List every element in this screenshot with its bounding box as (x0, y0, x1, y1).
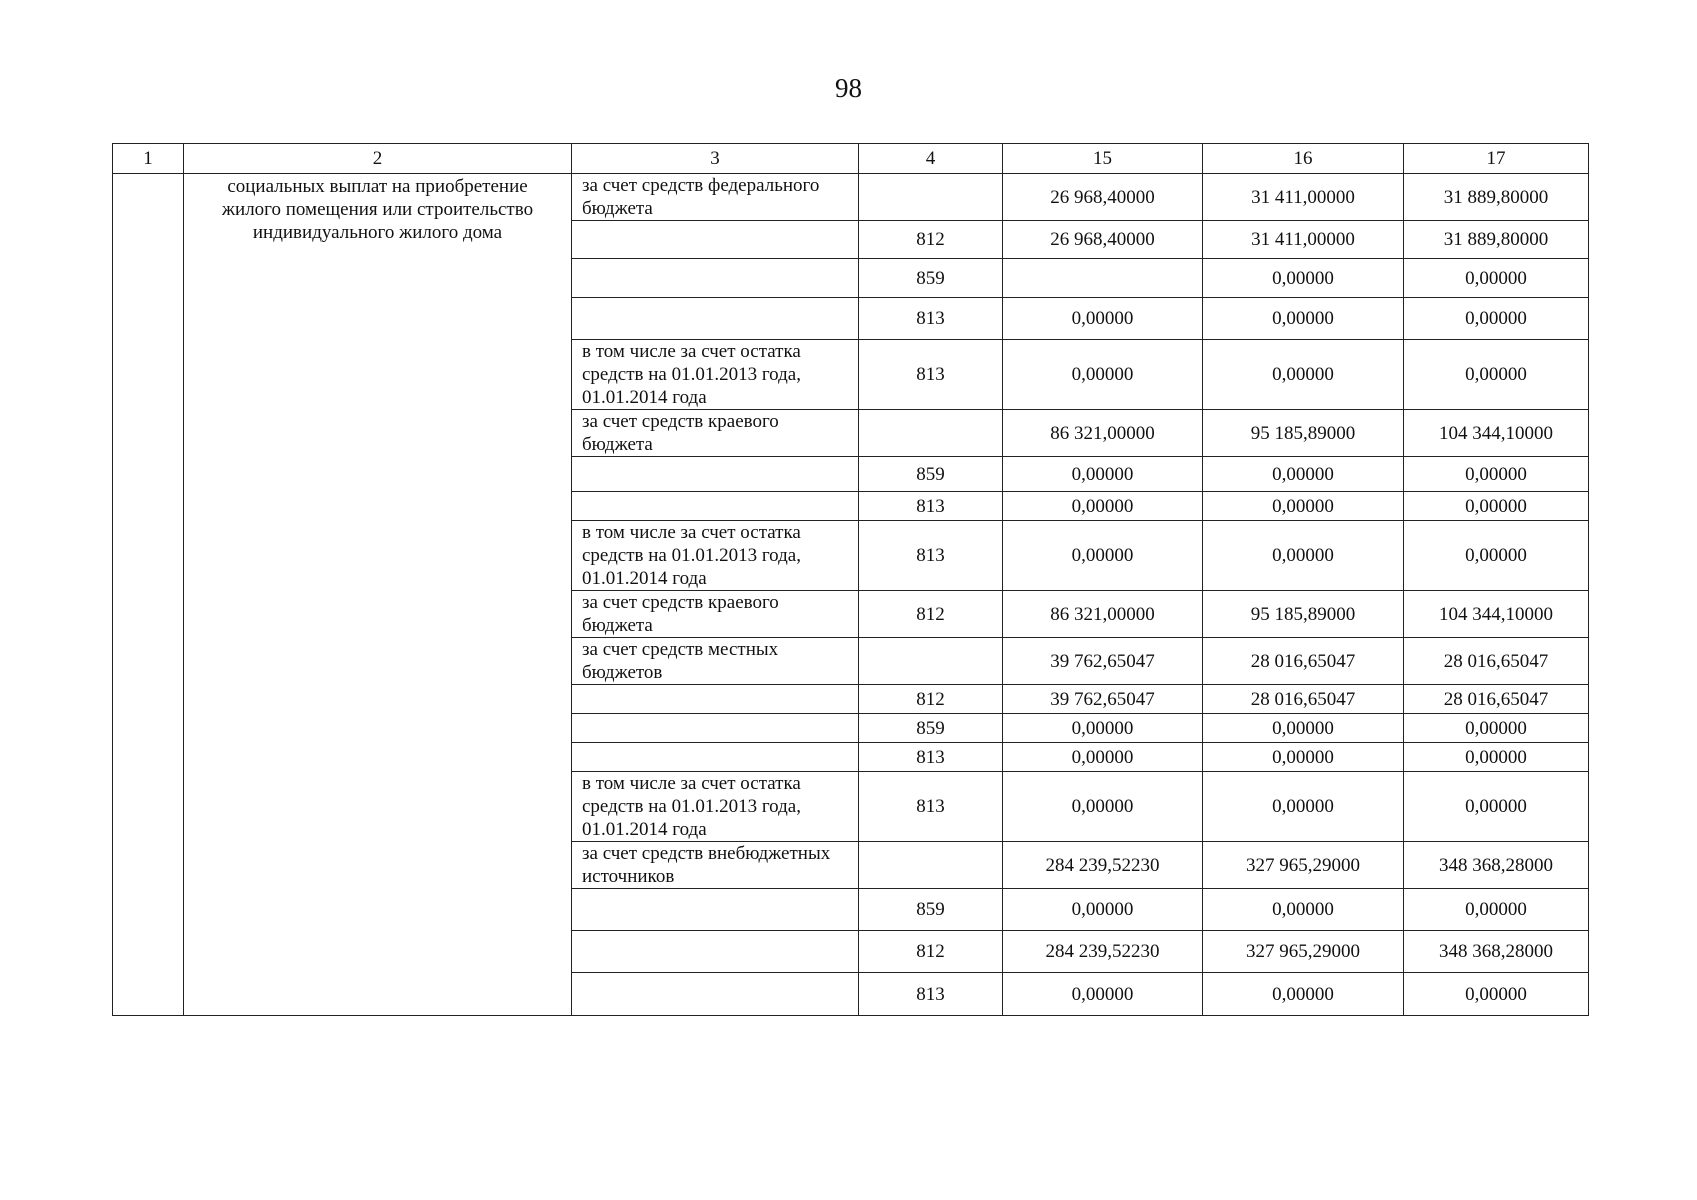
value-col-17-cell: 348 368,28000 (1404, 842, 1589, 889)
budget-table (112, 143, 1589, 1016)
funding-source-cell (572, 889, 859, 931)
value-col-17-cell: 0,00000 (1404, 521, 1589, 591)
header-cell-col-4: 4 (859, 144, 1003, 174)
funding-source-cell: за счет средств внебюджетных источников (572, 842, 859, 889)
code-cell: 812 (859, 591, 1003, 638)
value-col-16-cell: 0,00000 (1203, 743, 1404, 772)
value-col-16-cell: 28 016,65047 (1203, 685, 1404, 714)
code-cell: 859 (859, 457, 1003, 492)
funding-source-cell (572, 298, 859, 340)
code-cell: 812 (859, 221, 1003, 259)
code-cell: 813 (859, 743, 1003, 772)
header-cell-col-3: 3 (572, 144, 859, 174)
description-cell: социальных выплат на приобретение жилого помещения или строительство индивидуального жилого дома (184, 174, 572, 1016)
code-cell: 812 (859, 685, 1003, 714)
funding-source-cell: в том числе за счет остатка средств на 01.01.2013 года, 01.01.2014 года (572, 521, 859, 591)
value-col-15-cell: 0,00000 (1003, 340, 1203, 410)
value-col-16-cell: 0,00000 (1203, 772, 1404, 842)
funding-source-cell (572, 492, 859, 521)
header-cell-col-16: 16 (1203, 144, 1404, 174)
value-col-17-cell: 0,00000 (1404, 743, 1589, 772)
value-col-16-cell: 0,00000 (1203, 259, 1404, 298)
header-cell-col-15: 15 (1003, 144, 1203, 174)
value-col-16-cell: 31 411,00000 (1203, 174, 1404, 221)
value-col-15-cell (1003, 259, 1203, 298)
value-col-17-cell: 0,00000 (1404, 492, 1589, 521)
value-col-17-cell: 28 016,65047 (1404, 638, 1589, 685)
value-col-15-cell: 0,00000 (1003, 521, 1203, 591)
value-col-15-cell: 0,00000 (1003, 492, 1203, 521)
code-cell: 813 (859, 521, 1003, 591)
value-col-17-cell: 348 368,28000 (1404, 931, 1589, 973)
value-col-17-cell: 0,00000 (1404, 298, 1589, 340)
code-cell (859, 638, 1003, 685)
page-number: 98 (835, 73, 862, 103)
code-cell: 813 (859, 772, 1003, 842)
header-cell-col-2: 2 (184, 144, 572, 174)
value-col-15-cell: 284 239,52230 (1003, 842, 1203, 889)
value-col-16-cell: 0,00000 (1203, 457, 1404, 492)
funding-source-cell (572, 714, 859, 743)
value-col-17-cell: 0,00000 (1404, 457, 1589, 492)
value-col-17-cell: 0,00000 (1404, 973, 1589, 1016)
value-col-15-cell: 0,00000 (1003, 973, 1203, 1016)
value-col-16-cell: 0,00000 (1203, 298, 1404, 340)
header-cell-col-1: 1 (113, 144, 184, 174)
header-cell-col-17: 17 (1404, 144, 1589, 174)
value-col-15-cell: 39 762,65047 (1003, 638, 1203, 685)
code-cell (859, 842, 1003, 889)
value-col-16-cell: 0,00000 (1203, 889, 1404, 931)
value-col-16-cell: 95 185,89000 (1203, 410, 1404, 457)
funding-source-cell: за счет средств краевого бюджета (572, 410, 859, 457)
value-col-16-cell: 31 411,00000 (1203, 221, 1404, 259)
value-col-15-cell: 0,00000 (1003, 743, 1203, 772)
code-cell: 813 (859, 340, 1003, 410)
value-col-15-cell: 0,00000 (1003, 772, 1203, 842)
code-cell: 859 (859, 714, 1003, 743)
funding-source-cell (572, 457, 859, 492)
value-col-15-cell: 86 321,00000 (1003, 591, 1203, 638)
value-col-17-cell: 104 344,10000 (1404, 410, 1589, 457)
value-col-17-cell: 104 344,10000 (1404, 591, 1589, 638)
funding-source-cell (572, 259, 859, 298)
value-col-15-cell: 86 321,00000 (1003, 410, 1203, 457)
value-col-16-cell: 95 185,89000 (1203, 591, 1404, 638)
value-col-17-cell: 31 889,80000 (1404, 174, 1589, 221)
funding-source-cell (572, 973, 859, 1016)
code-cell: 859 (859, 889, 1003, 931)
value-col-17-cell: 31 889,80000 (1404, 221, 1589, 259)
value-col-16-cell: 0,00000 (1203, 492, 1404, 521)
value-col-15-cell: 0,00000 (1003, 457, 1203, 492)
code-cell: 813 (859, 973, 1003, 1016)
value-col-17-cell: 0,00000 (1404, 772, 1589, 842)
value-col-15-cell: 284 239,52230 (1003, 931, 1203, 973)
value-col-17-cell: 0,00000 (1404, 340, 1589, 410)
value-col-17-cell: 0,00000 (1404, 889, 1589, 931)
code-cell (859, 410, 1003, 457)
code-cell: 859 (859, 259, 1003, 298)
funding-source-cell (572, 931, 859, 973)
funding-source-cell: за счет средств краевого бюджета (572, 591, 859, 638)
value-col-16-cell: 0,00000 (1203, 973, 1404, 1016)
funding-source-cell: за счет средств местных бюджетов (572, 638, 859, 685)
value-col-16-cell: 28 016,65047 (1203, 638, 1404, 685)
funding-source-cell: в том числе за счет остатка средств на 01.01.2013 года, 01.01.2014 года (572, 772, 859, 842)
value-col-16-cell: 0,00000 (1203, 521, 1404, 591)
value-col-16-cell: 327 965,29000 (1203, 931, 1404, 973)
value-col-15-cell: 26 968,40000 (1003, 221, 1203, 259)
value-col-15-cell: 0,00000 (1003, 298, 1203, 340)
value-col-16-cell: 0,00000 (1203, 714, 1404, 743)
funding-source-cell (572, 743, 859, 772)
header-row (113, 144, 1589, 174)
value-col-17-cell: 0,00000 (1404, 259, 1589, 298)
code-cell: 813 (859, 492, 1003, 521)
code-cell: 813 (859, 298, 1003, 340)
code-cell (859, 174, 1003, 221)
row-number-cell (113, 174, 184, 1016)
value-col-15-cell: 39 762,65047 (1003, 685, 1203, 714)
value-col-15-cell: 0,00000 (1003, 714, 1203, 743)
funding-source-cell: в том числе за счет остатка средств на 01.01.2013 года, 01.01.2014 года (572, 340, 859, 410)
value-col-16-cell: 327 965,29000 (1203, 842, 1404, 889)
funding-source-cell (572, 221, 859, 259)
value-col-15-cell: 0,00000 (1003, 889, 1203, 931)
value-col-15-cell: 26 968,40000 (1003, 174, 1203, 221)
funding-source-cell: за счет средств федерального бюджета (572, 174, 859, 221)
table-row (113, 174, 1589, 221)
value-col-17-cell: 0,00000 (1404, 714, 1589, 743)
value-col-16-cell: 0,00000 (1203, 340, 1404, 410)
funding-source-cell (572, 685, 859, 714)
value-col-17-cell: 28 016,65047 (1404, 685, 1589, 714)
code-cell: 812 (859, 931, 1003, 973)
